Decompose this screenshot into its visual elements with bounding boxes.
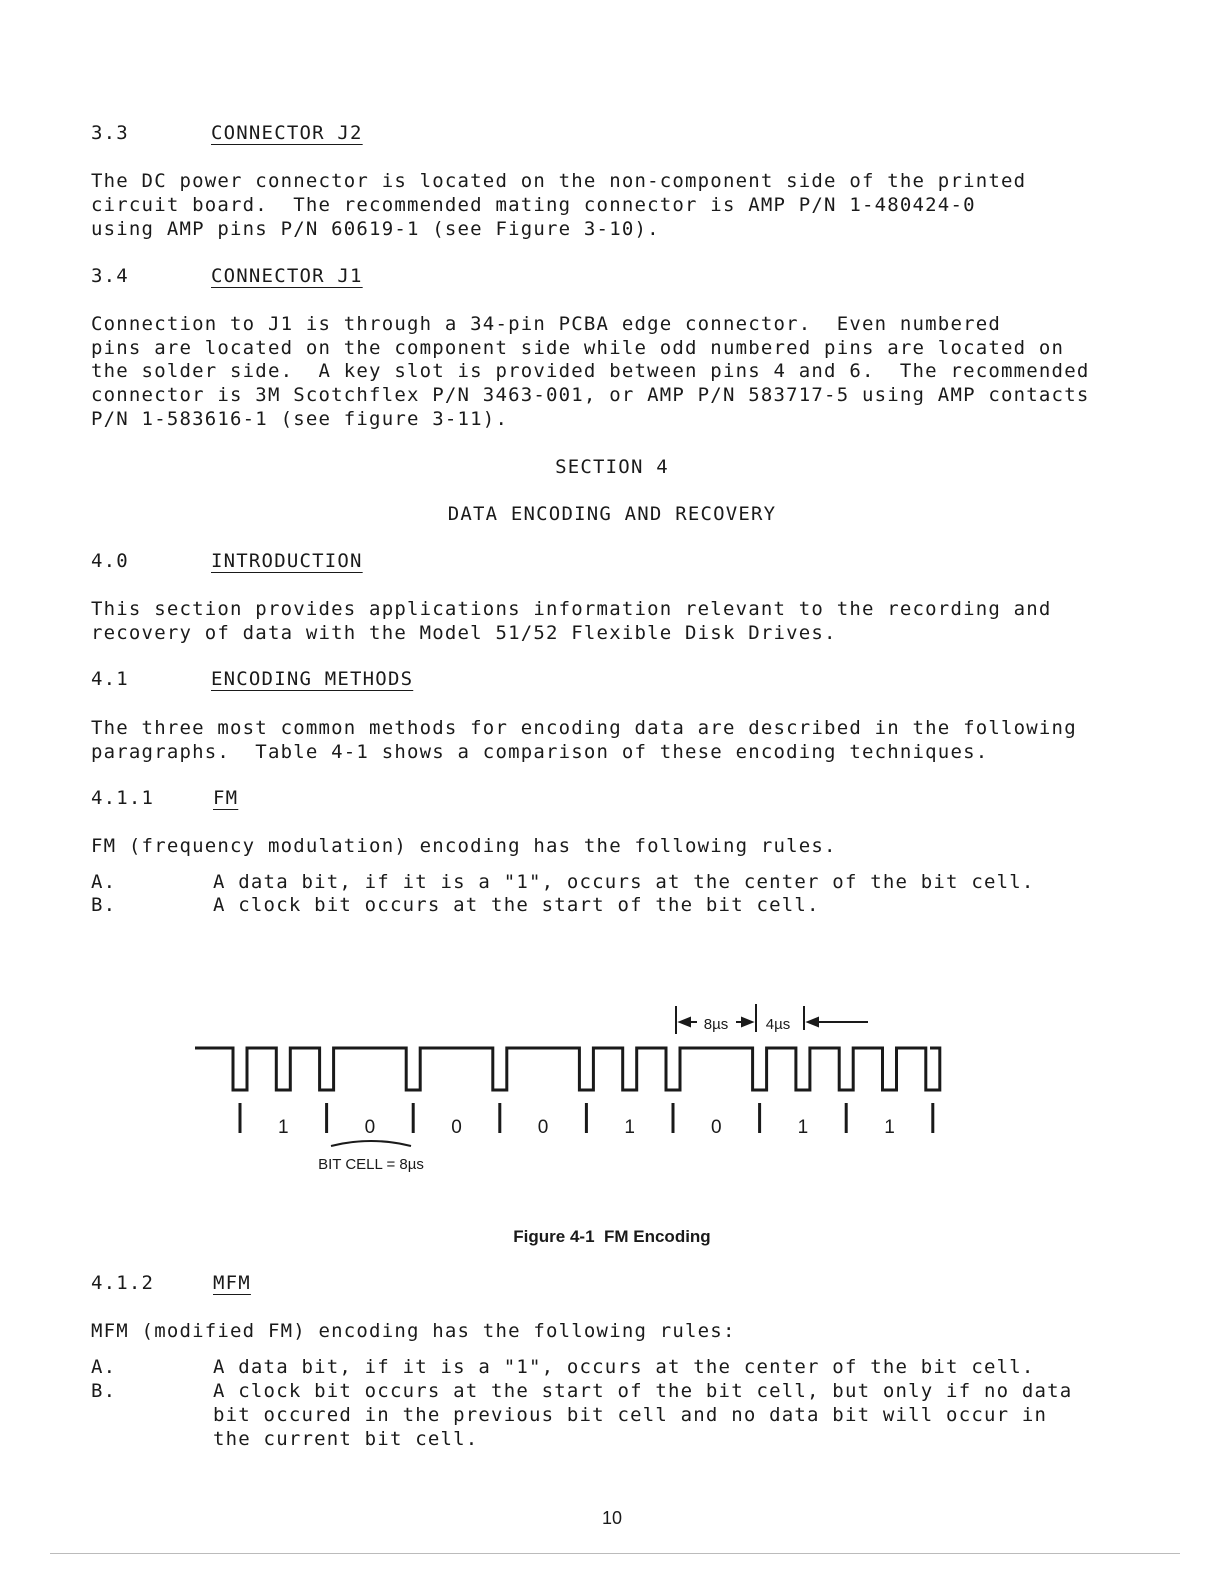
figure-caption: Figure 4-1 FM Encoding <box>513 1227 711 1246</box>
mfm-rule-b-line-3: the current bit cell. <box>213 1428 479 1450</box>
section-4-1-line-1: The three most common methods for encoding data are described in the following <box>91 717 1077 739</box>
dim-4us-label: 4µs <box>765 1016 791 1033</box>
fm-intro: FM (frequency modulation) encoding has the following rules. <box>91 835 837 857</box>
bit-value-label: 0 <box>364 1117 376 1138</box>
section-label: SECTION 4 <box>555 456 669 478</box>
section-4-1-number: 4.1 <box>91 668 129 690</box>
page-bottom-rule <box>50 1553 1180 1554</box>
fm-rule-b-text: A clock bit occurs at the start of the bit cell. <box>213 894 820 916</box>
fm-rule-a-text: A data bit, if it is a "1", occurs at the center of the bit cell. <box>213 871 1035 893</box>
bit-value-label: 1 <box>624 1117 635 1138</box>
bit-cell-brace <box>331 1141 411 1146</box>
dim-4us-arrowhead <box>808 1018 818 1026</box>
section-4-0-number: 4.0 <box>91 550 129 572</box>
section-4-1-2-number: 4.1.2 <box>91 1272 155 1294</box>
bit-value-label: 1 <box>797 1117 809 1138</box>
dim-8us-right-arrowhead <box>742 1018 752 1026</box>
mfm-rule-b-line-1: A clock bit occurs at the start of the bit cell, but only if no data <box>213 1380 1073 1402</box>
section-3-3-line-3: using AMP pins P/N 60619-1 (see Figure 3-10). <box>91 218 660 240</box>
section-4-0-title: INTRODUCTION <box>211 550 363 572</box>
section-4-1-2-title: MFM <box>213 1272 251 1294</box>
dim-8us-left-arrowhead <box>680 1018 690 1026</box>
section-3-3-title: CONNECTOR J2 <box>211 122 363 144</box>
section-3-4-line-5: P/N 1-583616-1 (see figure 3-11). <box>91 408 509 430</box>
bit-value-label: 0 <box>451 1117 462 1138</box>
section-4-1-1-title: FM <box>213 787 239 809</box>
fm-rule-a-label: A. <box>91 871 117 893</box>
section-4-1-title: ENCODING METHODS <box>211 668 414 690</box>
section-title: DATA ENCODING AND RECOVERY <box>447 503 777 525</box>
section-4-0-line-2: recovery of data with the Model 51/52 Flexible Disk Drives. <box>91 622 837 644</box>
section-3-4-line-2: pins are located on the component side while odd numbered pins are located on <box>91 337 1065 359</box>
section-4-1-line-2: paragraphs. Table 4-1 shows a comparison of these encoding techniques. <box>91 741 989 763</box>
fm-encoding-diagram <box>0 1000 1224 1200</box>
section-4-0-line-1: This section provides applications information relevant to the recording and <box>91 598 1052 620</box>
bit-value-label: 0 <box>711 1117 722 1138</box>
bit-value-label: 1 <box>884 1117 895 1138</box>
mfm-rule-b-line-2: bit occured in the previous bit cell and no data bit will occur in <box>213 1404 1048 1426</box>
section-3-4-line-4: connector is 3M Scotchflex P/N 3463-001, or AMP P/N 583717-5 using AMP contacts <box>91 384 1090 406</box>
bit-value-label: 0 <box>537 1117 549 1138</box>
bit-value-label: 1 <box>278 1117 289 1138</box>
section-3-3-line-1: The DC power connector is located on the non-component side of the printed <box>91 170 1027 192</box>
mfm-rule-a-text: A data bit, if it is a "1", occurs at the center of the bit cell. <box>213 1356 1035 1378</box>
dim-8us-label: 8µs <box>703 1016 729 1033</box>
section-3-4-line-3: the solder side. A key slot is provided between pins 4 and 6. The recommended <box>91 360 1090 382</box>
section-3-4-line-1: Connection to J1 is through a 34-pin PCBA edge connector. Even numbered <box>91 313 1002 335</box>
bit-cell-label: BIT CELL = 8µs <box>318 1156 424 1173</box>
fm-rule-b-label: B. <box>91 894 117 916</box>
mfm-intro: MFM (modified FM) encoding has the following rules: <box>91 1320 736 1342</box>
mfm-rule-b-label: B. <box>91 1380 117 1402</box>
mfm-rule-a-label: A. <box>91 1356 117 1378</box>
section-3-3-number: 3.3 <box>91 122 129 144</box>
section-3-3-line-2: circuit board. The recommended mating connector is AMP P/N 1-480424-0 <box>91 194 976 216</box>
section-4-1-1-number: 4.1.1 <box>91 787 155 809</box>
fm-waveform <box>195 1048 940 1090</box>
section-3-4-title: CONNECTOR J1 <box>211 265 363 287</box>
page-number: 10 <box>601 1508 623 1528</box>
section-3-4-number: 3.4 <box>91 265 129 287</box>
